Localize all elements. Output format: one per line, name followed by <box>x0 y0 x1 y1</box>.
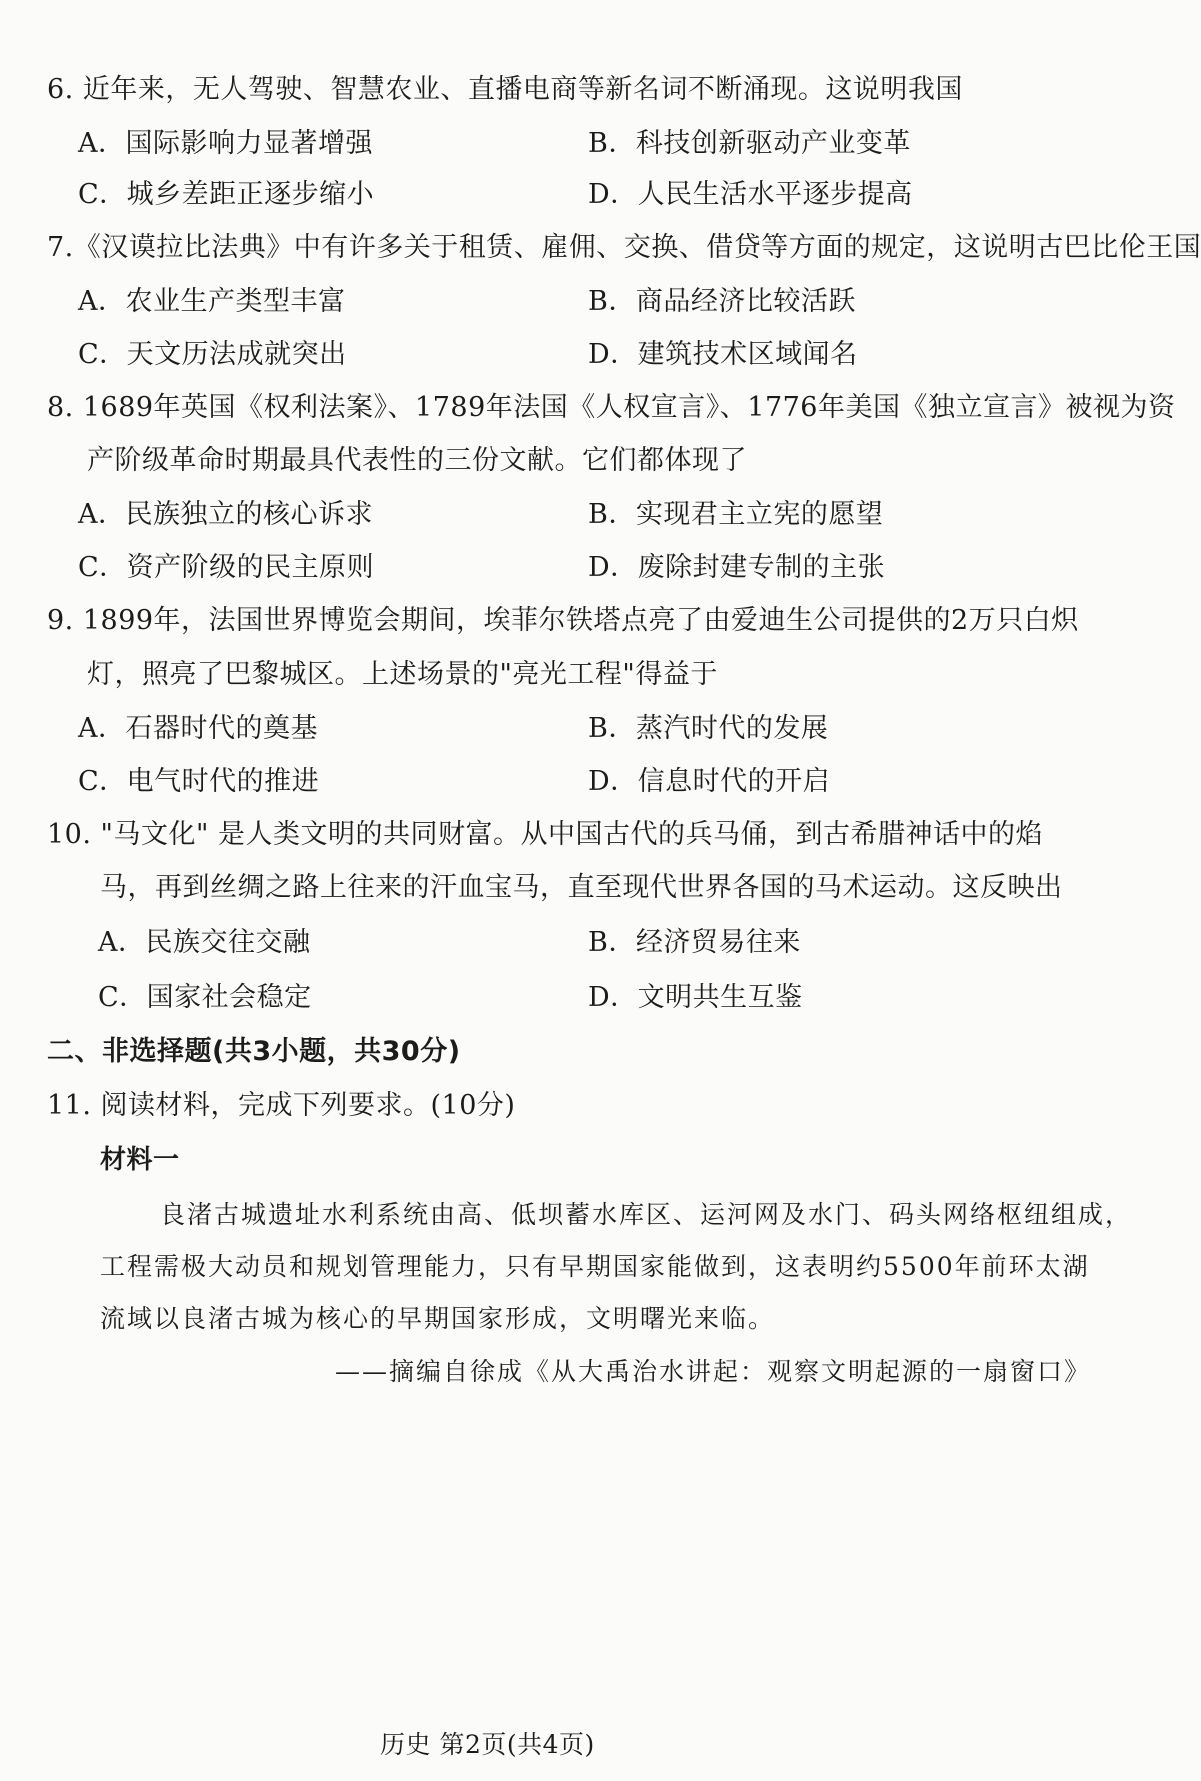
question-8-option-a: A．民族独立的核心诉求 <box>78 499 373 530</box>
section-2-title: 二、非选择题(共3小题，共30分) <box>47 1036 461 1067</box>
question-10-stem-line-1: 10. "马文化" 是人类文明的共同财富。从中国古代的兵马俑，到古希腊神话中的焰 <box>47 819 1043 850</box>
question-10-option-a: A．民族交往交融 <box>98 927 311 958</box>
question-7-option-d: D．建筑技术区域闻名 <box>588 339 858 370</box>
question-8-option-b: B．实现君主立宪的愿望 <box>588 499 884 530</box>
question-9-option-b: B．蒸汽时代的发展 <box>588 713 829 744</box>
question-8-stem-line-1: 8. 1689年英国《权利法案》、1789年法国《人权宣言》、1776年美国《独立宣言》被视为资 <box>47 392 1176 423</box>
question-9-option-c: C．电气时代的推进 <box>78 766 320 797</box>
material-1-source: ——摘编自徐成《从大禹治水讲起：观察文明起源的一扇窗口》 <box>335 1357 1092 1386</box>
page-footer: 历史 第2页(共4页) <box>380 1730 595 1759</box>
question-8-stem-line-2: 产阶级革命时期最具代表性的三份文献。它们都体现了 <box>87 445 747 476</box>
question-10-option-c: C．国家社会稳定 <box>98 982 312 1013</box>
question-10-option-d: D．文明共生互鉴 <box>588 982 803 1013</box>
question-7-option-c: C．天文历法成就突出 <box>78 339 347 370</box>
question-7-option-b: B．商品经济比较活跃 <box>588 286 856 317</box>
question-9-stem-line-2: 灯，照亮了巴黎城区。上述场景的"亮光工程"得益于 <box>87 659 718 690</box>
question-9-option-d: D．信息时代的开启 <box>588 766 831 797</box>
question-6-option-a: A．国际影响力显著增强 <box>78 128 373 159</box>
question-6-stem: 6. 近年来，无人驾驶、智慧农业、直播电商等新名词不断涌现。这说明我国 <box>47 74 963 105</box>
material-1-line-3: 流域以良渚古城为核心的早期国家形成，文明曙光来临。 <box>100 1304 776 1333</box>
question-8-option-c: C．资产阶级的民主原则 <box>78 552 375 583</box>
question-7-option-a: A．农业生产类型丰富 <box>78 286 346 317</box>
material-1-line-1: 良渚古城遗址水利系统由高、低坝蓄水库区、运河网及水门、码头网络枢纽组成， <box>160 1200 1133 1229</box>
material-1-label: 材料一 <box>100 1145 180 1175</box>
question-10-stem-line-2: 马，再到丝绸之路上往来的汗血宝马，直至现代世界各国的马术运动。这反映出 <box>100 872 1063 903</box>
question-9-stem-line-1: 9. 1899年，法国世界博览会期间，埃菲尔铁塔点亮了由爱迪生公司提供的2万只白炽 <box>47 605 1079 636</box>
question-8-option-d: D．废除封建专制的主张 <box>588 552 886 583</box>
question-6-option-b: B．科技创新驱动产业变革 <box>588 128 911 159</box>
question-10-option-b: B．经济贸易往来 <box>588 927 801 958</box>
question-6-option-c: C．城乡差距正逐步缩小 <box>78 179 375 210</box>
question-11-stem: 11. 阅读材料，完成下列要求。(10分) <box>47 1090 516 1121</box>
question-9-option-a: A．石器时代的奠基 <box>78 713 318 744</box>
question-6-option-d: D．人民生活水平逐步提高 <box>588 179 913 210</box>
question-7-stem: 7.《汉谟拉比法典》中有许多关于租赁、雇佣、交换、借贷等方面的规定，这说明古巴比伦王国 <box>47 232 1201 263</box>
material-1-line-2: 工程需极大动员和规划管理能力，只有早期国家能做到，这表明约5500年前环太湖 <box>100 1252 1090 1281</box>
